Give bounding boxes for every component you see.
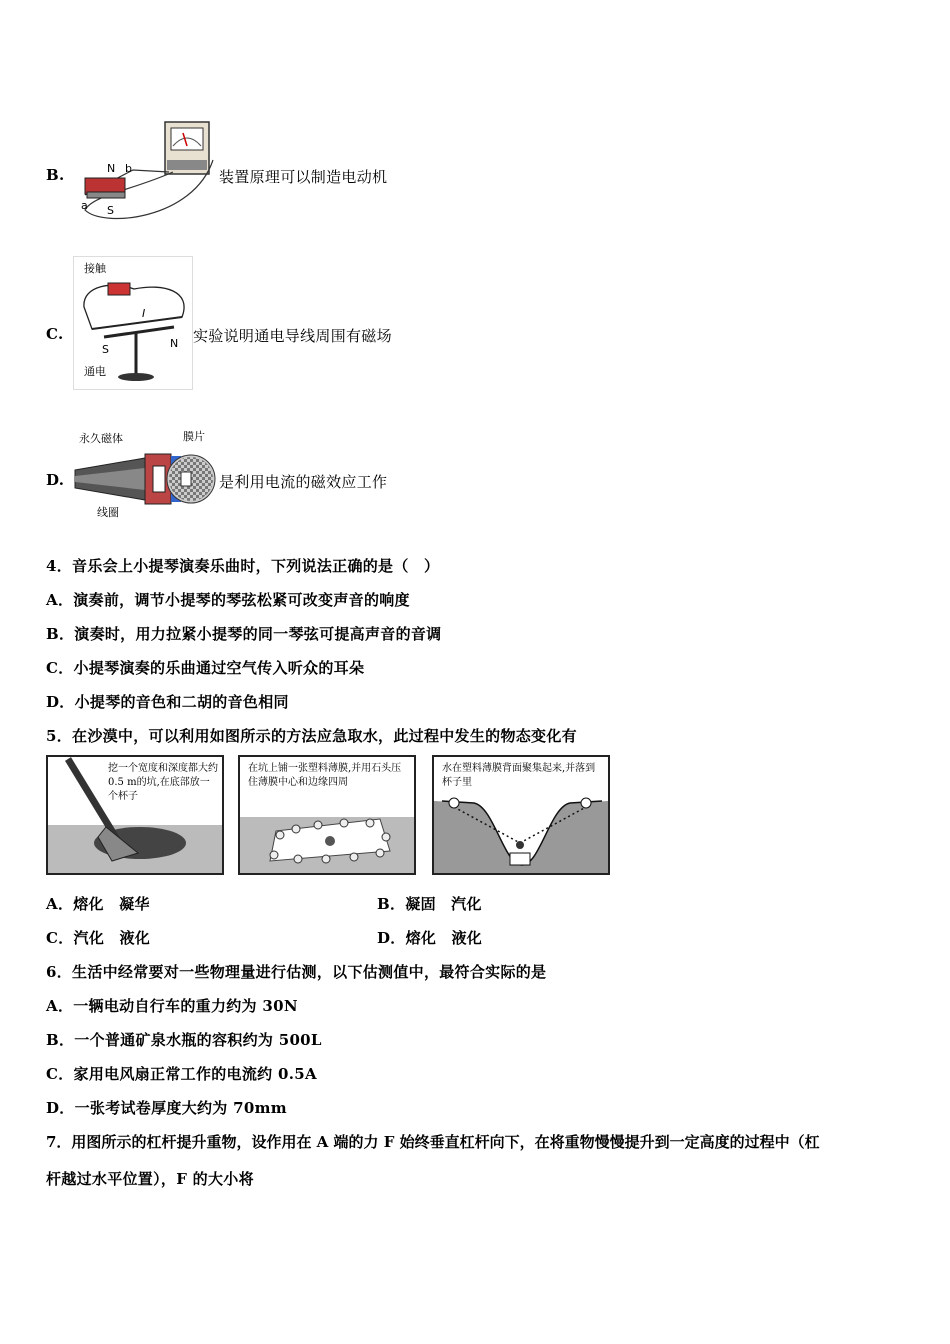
pole-n-label: N xyxy=(107,162,116,175)
coil-label: 线圈 xyxy=(97,506,119,519)
q4-option-a: A．演奏前，调节小提琴的琴弦松紧可改变声音的响度 xyxy=(46,591,410,609)
contact-label: 接触 xyxy=(84,262,106,275)
q4-option-b: B．演奏时，用力拉紧小提琴的同一琴弦可提高声音的音调 xyxy=(46,625,442,643)
desert-water-panel-3 xyxy=(432,755,610,875)
motor-experiment-figure xyxy=(73,100,216,225)
q4-option-d: D．小提琴的音色和二胡的音色相同 xyxy=(46,693,289,711)
diaphragm-label: 膜片 xyxy=(183,430,205,443)
power-on-label: 通电 xyxy=(84,365,106,378)
permanent-magnet-label: 永久磁体 xyxy=(79,432,123,445)
q7-stem-line-1: 7．用图所示的杠杆提升重物，设作用在 A 端的力 F 始终垂直杠杆向下，在将重物慢慢提升到一定高度的过程中（杠 xyxy=(46,1133,820,1151)
pole-s-label: S xyxy=(102,343,109,356)
pole-n-label: N xyxy=(170,337,179,350)
pole-s-label: S xyxy=(107,204,114,217)
q7-stem-line-2: 杆越过水平位置），F 的大小将 xyxy=(46,1170,254,1188)
option-d-text: 是利用电流的磁效应工作 xyxy=(219,473,388,491)
microphone-figure xyxy=(73,426,216,522)
panel-3-caption: 水在塑料薄膜背面聚集起来,并落到杯子里 xyxy=(442,763,596,788)
current-label: I xyxy=(142,307,146,320)
q5-option-c: C．汽化 液化 xyxy=(46,929,151,947)
panel-1-caption: 挖一个宽度和深度都大约0.5 m的坑,在底部放一个杯子 xyxy=(108,763,218,802)
q5-option-d: D．熔化 液化 xyxy=(377,929,483,947)
option-b-text: 装置原理可以制造电动机 xyxy=(219,168,388,186)
q6-option-b: B．一个普通矿泉水瓶的容积约为 500L xyxy=(46,1031,322,1049)
option-d-label: D. xyxy=(46,471,65,489)
option-c-label: C. xyxy=(46,325,64,343)
q5-stem: 5．在沙漠中，可以利用如图所示的方法应急取水，此过程中发生的物态变化有 xyxy=(46,727,577,745)
panel-2-caption: 在坑上铺一张塑料薄膜,并用石头压住薄膜中心和边缘四周 xyxy=(248,763,402,788)
oersted-experiment-figure xyxy=(73,256,193,390)
option-c-text: 实验说明通电导线周围有磁场 xyxy=(193,327,392,345)
q4-option-c: C．小提琴演奏的乐曲通过空气传入听众的耳朵 xyxy=(46,659,365,677)
q6-option-c: C．家用电风扇正常工作的电流约 0.5A xyxy=(46,1065,317,1083)
terminal-a-label: a xyxy=(81,199,88,212)
q5-option-a: A．熔化 凝华 xyxy=(46,895,150,913)
desert-water-panel-1 xyxy=(46,755,224,875)
q4-stem: 4．音乐会上小提琴演奏乐曲时，下列说法正确的是（ ） xyxy=(46,557,440,575)
q6-stem: 6．生活中经常要对一些物理量进行估测，以下估测值中，最符合实际的是 xyxy=(46,963,547,981)
q5-option-b: B．凝固 汽化 xyxy=(377,895,482,913)
q6-option-d: D．一张考试卷厚度大约为 70mm xyxy=(46,1099,287,1117)
option-b-label: B. xyxy=(46,166,65,184)
q6-option-a: A．一辆电动自行车的重力约为 30N xyxy=(46,997,298,1015)
desert-water-panel-2 xyxy=(238,755,416,875)
terminal-b-label: b xyxy=(125,162,132,175)
